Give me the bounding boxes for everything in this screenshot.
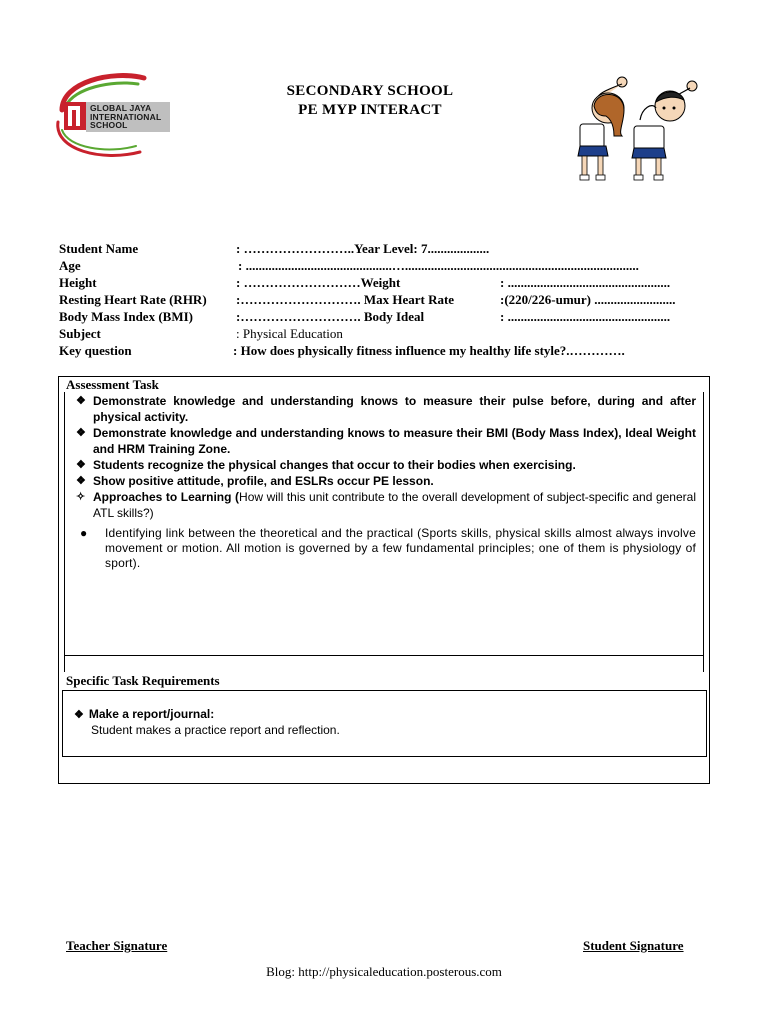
list-item-atl	[76, 489, 696, 521]
atl-text: How will this unit contribute to the overall development of subject-specific and general ATL skills?)	[93, 490, 696, 520]
height-field[interactable]: : ………………………Weight	[236, 275, 401, 290]
list-item: ❖ Demonstrate knowledge and understanding knows to measure their pulse before, during and after physical activity.	[76, 394, 696, 424]
requirements-title: Specific Task Requirements	[66, 673, 220, 688]
list-item: ❖ Demonstrate knowledge and understanding knows to measure their BMI (Body Mass Index), Ideal Weight and HRM Training Zone.	[76, 426, 696, 456]
student-name-label: Student Name	[59, 241, 139, 256]
diamond-bullet-icon: ❖	[76, 459, 86, 471]
age-label: Age	[59, 258, 81, 273]
atl-bold-text: Approaches to Learning (	[93, 490, 240, 504]
requirement-item: ❖ Make a report/journal:	[74, 707, 215, 721]
blog-link[interactable]: Blog: http://physicaleducation.posterous.com	[266, 964, 502, 979]
key-question-value: : How does physically fitness influence my healthy life style?.………….	[233, 343, 625, 358]
logo-text: GLOBAL JAYA INTERNATIONAL SCHOOL	[90, 103, 162, 130]
divider	[64, 655, 704, 656]
student-name-field[interactable]: : ……………………..Year Level: 7...................	[236, 241, 490, 256]
teacher-signature: Teacher Signature	[66, 938, 168, 953]
assessment-task-title: Assessment Task	[66, 377, 159, 392]
bmi-field[interactable]: :………………………. Body Ideal	[236, 309, 425, 324]
dot-bullet-icon: ●	[80, 526, 88, 540]
subject-label: Subject	[59, 326, 101, 341]
rhr-label: Resting Heart Rate (RHR)	[59, 292, 207, 307]
diamond-bullet-icon: ❖	[74, 709, 84, 721]
diamond-bullet-icon: ❖	[76, 427, 86, 439]
age-field[interactable]: : .............................................…........................................................................	[238, 258, 639, 273]
stretching-kids-illustration	[566, 72, 706, 184]
rhr-field[interactable]: :………………………. Max Heart Rate	[236, 292, 455, 307]
diamond-bullet-icon: ❖	[76, 395, 86, 407]
boy-figure-icon	[632, 81, 697, 180]
height-label: Height	[59, 275, 97, 290]
body-ideal-field[interactable]: : ..................................................	[500, 309, 671, 324]
subject-value: : Physical Education	[236, 326, 343, 341]
weight-field[interactable]: : ..................................................	[500, 275, 671, 290]
requirement-text: Student makes a practice report and reflection.	[91, 723, 340, 737]
student-signature: Student Signature	[583, 938, 684, 953]
key-question-label: Key question	[59, 343, 132, 358]
max-hr-field[interactable]: :(220/226-umur) .........................	[500, 292, 676, 307]
diamond-bullet-icon: ❖	[76, 475, 86, 487]
girl-figure-icon	[578, 77, 627, 180]
list-item: ❖ Show positive attitude, profile, and ESLRs occur PE lesson.	[76, 474, 434, 488]
list-item: ❖ Students recognize the physical changes that occur to their bodies when exercising.	[76, 458, 576, 472]
diamond-bullet-outline-icon: ✧	[76, 491, 86, 503]
page-subtitle: PE MYP INTERACT	[298, 102, 442, 118]
bmi-label: Body Mass Index (BMI)	[59, 309, 193, 324]
list-item-atl-point: ● Identifying link between the theoretical and the practical (Sports skills, physical skills almost always involve movement or motion. All motion is governed by a few fundamental principles; one of them is physiology of sport).	[80, 526, 696, 570]
page-title: SECONDARY SCHOOL	[286, 83, 454, 99]
